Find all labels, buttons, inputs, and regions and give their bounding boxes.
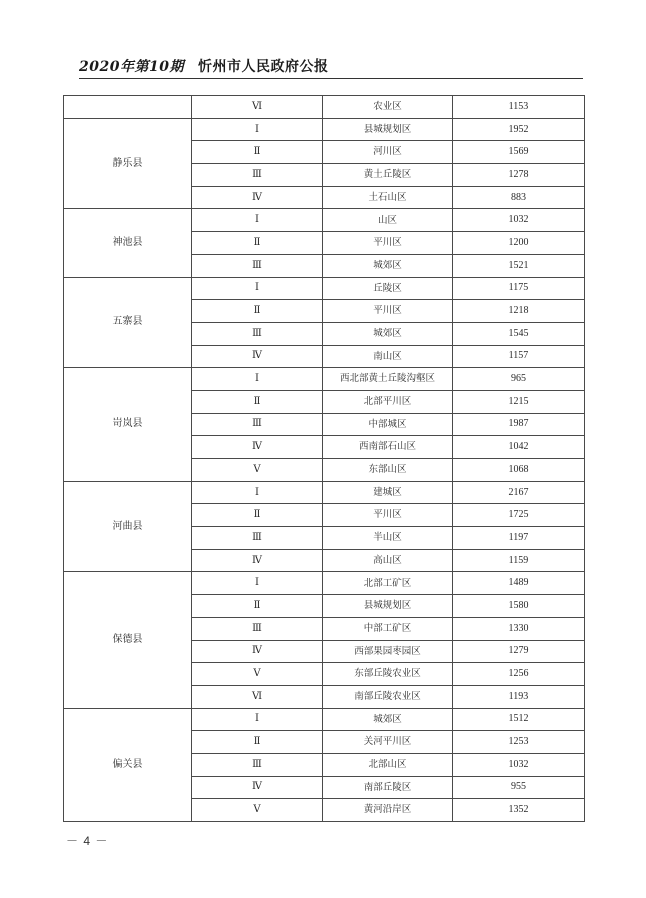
zone-name-cell: 丘陵区 <box>323 277 453 300</box>
zone-name-cell: 县城规划区 <box>323 118 453 141</box>
county-cell: 偏关县 <box>64 708 192 821</box>
grade-cell: Ⅵ <box>192 685 323 708</box>
zone-name-cell: 北部平川区 <box>323 390 453 413</box>
grade-cell: Ⅰ <box>192 209 323 232</box>
table-row <box>64 277 585 300</box>
table-row <box>64 209 585 232</box>
zone-name-cell: 农业区 <box>323 96 453 119</box>
grade-cell: Ⅳ <box>192 345 323 368</box>
zone-name-cell: 东部山区 <box>323 459 453 482</box>
grade-cell: Ⅲ <box>192 254 323 277</box>
county-cell: 静乐县 <box>64 118 192 209</box>
grade-cell: Ⅰ <box>192 481 323 504</box>
price-value-cell: 1215 <box>453 390 585 413</box>
issue-label: 2020年第10期 <box>79 59 184 75</box>
grade-cell: Ⅳ <box>192 640 323 663</box>
price-value-cell: 1042 <box>453 436 585 459</box>
price-value-cell: 1512 <box>453 708 585 731</box>
grade-cell: Ⅲ <box>192 413 323 436</box>
zone-name-cell: 黄土丘陵区 <box>323 164 453 187</box>
zone-name-cell: 县城规划区 <box>323 595 453 618</box>
price-value-cell: 1032 <box>453 209 585 232</box>
price-value-cell: 965 <box>453 368 585 391</box>
zone-name-cell: 平川区 <box>323 300 453 323</box>
zone-name-cell: 南部丘陵区 <box>323 776 453 799</box>
grade-cell: Ⅲ <box>192 527 323 550</box>
publication-title: 忻州市人民政府公报 <box>197 59 329 75</box>
grade-cell: Ⅱ <box>192 300 323 323</box>
grade-cell: Ⅰ <box>192 277 323 300</box>
price-value-cell: 1489 <box>453 572 585 595</box>
table-row <box>64 481 585 504</box>
grade-cell: Ⅱ <box>192 232 323 255</box>
price-value-cell: 1159 <box>453 549 585 572</box>
grade-cell: Ⅰ <box>192 572 323 595</box>
grade-cell: Ⅱ <box>192 731 323 754</box>
zone-name-cell: 北部工矿区 <box>323 572 453 595</box>
zone-table-body <box>64 96 585 822</box>
grade-cell: Ⅲ <box>192 753 323 776</box>
zone-name-cell: 黄河沿岸区 <box>323 799 453 822</box>
zone-name-cell: 山区 <box>323 209 453 232</box>
price-value-cell: 1256 <box>453 663 585 686</box>
grade-cell: Ⅱ <box>192 141 323 164</box>
grade-cell: Ⅴ <box>192 459 323 482</box>
table-row <box>64 96 585 119</box>
zone-name-cell: 平川区 <box>323 504 453 527</box>
grade-cell: Ⅴ <box>192 663 323 686</box>
zone-name-cell: 建城区 <box>323 481 453 504</box>
grade-cell: Ⅲ <box>192 322 323 345</box>
table-row <box>64 572 585 595</box>
price-value-cell: 1521 <box>453 254 585 277</box>
zone-name-cell: 西北部黄土丘陵沟壑区 <box>323 368 453 391</box>
price-value-cell: 1253 <box>453 731 585 754</box>
grade-cell: Ⅳ <box>192 186 323 209</box>
county-cell: 神池县 <box>64 209 192 277</box>
zone-name-cell: 城郊区 <box>323 254 453 277</box>
price-value-cell: 1952 <box>453 118 585 141</box>
zone-name-cell: 西部果园枣园区 <box>323 640 453 663</box>
price-value-cell: 1197 <box>453 527 585 550</box>
table-row <box>64 708 585 731</box>
price-value-cell: 1725 <box>453 504 585 527</box>
price-value-cell: 1279 <box>453 640 585 663</box>
page-number: － 4 － <box>66 834 109 848</box>
price-value-cell: 1580 <box>453 595 585 618</box>
price-value-cell: 1278 <box>453 164 585 187</box>
price-value-cell: 1068 <box>453 459 585 482</box>
zone-name-cell: 东部丘陵农业区 <box>323 663 453 686</box>
grade-cell: Ⅰ <box>192 118 323 141</box>
table-row <box>64 118 585 141</box>
price-value-cell: 1032 <box>453 753 585 776</box>
county-cell: 河曲县 <box>64 481 192 572</box>
zone-name-cell: 南部丘陵农业区 <box>323 685 453 708</box>
zone-name-cell: 平川区 <box>323 232 453 255</box>
price-value-cell: 883 <box>453 186 585 209</box>
county-cell: 岢岚县 <box>64 368 192 481</box>
grade-cell: Ⅱ <box>192 504 323 527</box>
zone-name-cell: 半山区 <box>323 527 453 550</box>
price-value-cell: 1175 <box>453 277 585 300</box>
price-value-cell: 2167 <box>453 481 585 504</box>
zone-name-cell: 城郊区 <box>323 708 453 731</box>
zone-name-cell: 西南部石山区 <box>323 436 453 459</box>
grade-cell: Ⅰ <box>192 368 323 391</box>
price-value-cell: 1987 <box>453 413 585 436</box>
land-price-zone-table <box>63 95 585 822</box>
header-rule <box>79 78 583 79</box>
grade-cell: Ⅲ <box>192 617 323 640</box>
price-value-cell: 1153 <box>453 96 585 119</box>
grade-cell: Ⅳ <box>192 436 323 459</box>
county-cell: 保德县 <box>64 572 192 708</box>
table-row <box>64 368 585 391</box>
zone-name-cell: 高山区 <box>323 549 453 572</box>
zone-name-cell: 关河平川区 <box>323 731 453 754</box>
zone-name-cell: 河川区 <box>323 141 453 164</box>
grade-cell: Ⅳ <box>192 549 323 572</box>
county-cell <box>64 96 192 119</box>
county-cell: 五寨县 <box>64 277 192 368</box>
grade-cell: Ⅲ <box>192 164 323 187</box>
zone-name-cell: 中部工矿区 <box>323 617 453 640</box>
price-value-cell: 1352 <box>453 799 585 822</box>
zone-name-cell: 土石山区 <box>323 186 453 209</box>
price-value-cell: 955 <box>453 776 585 799</box>
price-value-cell: 1218 <box>453 300 585 323</box>
grade-cell: Ⅳ <box>192 776 323 799</box>
price-value-cell: 1193 <box>453 685 585 708</box>
grade-cell: Ⅵ <box>192 96 323 119</box>
grade-cell: Ⅴ <box>192 799 323 822</box>
grade-cell: Ⅰ <box>192 708 323 731</box>
price-value-cell: 1157 <box>453 345 585 368</box>
price-value-cell: 1569 <box>453 141 585 164</box>
grade-cell: Ⅱ <box>192 595 323 618</box>
zone-name-cell: 南山区 <box>323 345 453 368</box>
zone-name-cell: 中部城区 <box>323 413 453 436</box>
price-value-cell: 1330 <box>453 617 585 640</box>
zone-name-cell: 北部山区 <box>323 753 453 776</box>
grade-cell: Ⅱ <box>192 390 323 413</box>
zone-name-cell: 城郊区 <box>323 322 453 345</box>
price-value-cell: 1200 <box>453 232 585 255</box>
price-value-cell: 1545 <box>453 322 585 345</box>
page-header <box>79 56 583 78</box>
